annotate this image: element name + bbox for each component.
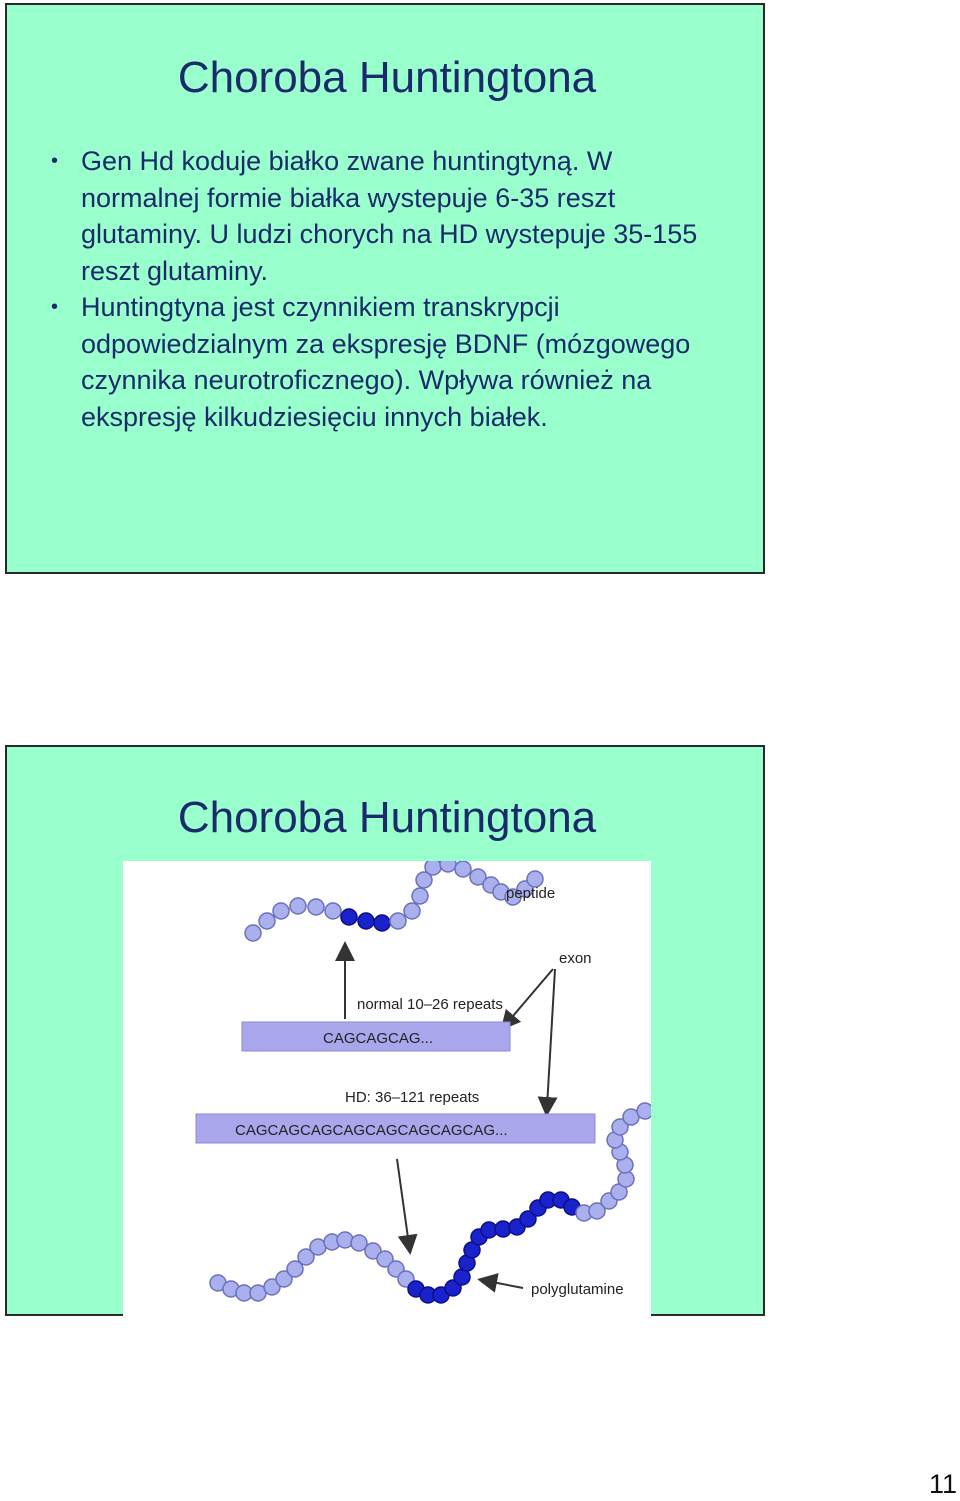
diagram-svg xyxy=(123,861,651,1316)
amino-acid-bead xyxy=(273,903,289,919)
polyglutamine-label: polyglutamine xyxy=(531,1281,624,1298)
normal-repeats-label: normal 10–26 repeats xyxy=(357,996,503,1013)
glutamine-bead xyxy=(358,913,374,929)
amino-acid-bead xyxy=(325,903,341,919)
hd-sequence: CAGCAGCAGCAGCAGCAGCAGCAG... xyxy=(235,1122,508,1139)
slide-2 xyxy=(5,745,765,1316)
amino-acid-bead xyxy=(337,1232,353,1248)
amino-acid-bead xyxy=(290,898,306,914)
polyglutamine-arrow xyxy=(487,1281,523,1288)
slide-1 xyxy=(5,3,765,574)
peptide-label: peptide xyxy=(506,885,556,902)
glutamine-bead xyxy=(374,915,390,931)
bullet-text: Huntingtyna jest czynnikiem transkrypcji odpowiedzialnym za ekspresję BDNF (mózgowego czynnika neurotroficznego). Wpływa również na ekspresję kilkudziesięciu innych białek. xyxy=(81,292,691,432)
glutamine-bead xyxy=(341,909,357,925)
exon-arrow-2 xyxy=(547,969,555,1107)
amino-acid-bead xyxy=(308,899,324,915)
bullet-item xyxy=(51,143,701,289)
amino-acid-bead xyxy=(259,913,275,929)
amino-acid-bead xyxy=(390,913,406,929)
hd-repeats-label: HD: 36–121 repeats xyxy=(345,1089,480,1106)
amino-acid-bead xyxy=(412,888,428,904)
amino-acid-bead xyxy=(245,925,261,941)
bullet-list xyxy=(51,143,701,435)
normal-sequence: CAGCAGCAG... xyxy=(323,1030,434,1047)
amino-acid-bead xyxy=(440,861,456,872)
bullet-item xyxy=(51,289,701,435)
bullet-icon: • xyxy=(51,296,59,318)
hd-down-arrow xyxy=(397,1159,409,1245)
page-number: 11 xyxy=(928,1469,957,1499)
peptide-chain xyxy=(245,861,543,941)
amino-acid-bead xyxy=(425,861,441,875)
amino-acid-bead xyxy=(455,861,471,877)
amino-acid-bead xyxy=(404,903,420,919)
amino-acid-bead xyxy=(637,1103,651,1119)
slide-title: Choroba Huntingtona xyxy=(177,53,597,102)
polyglutamine-diagram xyxy=(123,861,651,1316)
slide-title: Choroba Huntingtona xyxy=(177,793,597,842)
exon-arrow-1 xyxy=(507,969,553,1023)
exon-label: exon xyxy=(559,950,592,967)
bullet-icon: • xyxy=(51,150,59,172)
bullet-text: Gen Hd koduje białko zwane huntingtyną. W normalnej formie białka wystepuje 6-35 reszt glutaminy. U ludzi chorych na HD wystepuje 35-155 reszt glutaminy. xyxy=(81,146,698,286)
